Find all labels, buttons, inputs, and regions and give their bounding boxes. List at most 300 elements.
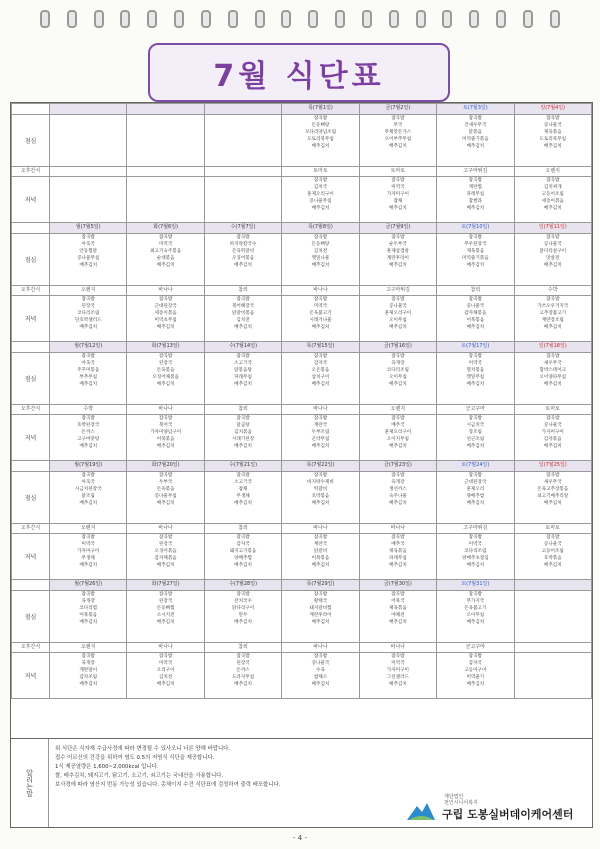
day-header bbox=[514, 580, 591, 591]
dish-item: 돼지고기볶음 bbox=[229, 549, 257, 554]
dish-item: 돈육불고기 bbox=[309, 311, 332, 316]
dish-item: 잡곡밥 bbox=[81, 416, 95, 421]
dish-item: 훈제삼겹살 bbox=[386, 249, 409, 254]
dish-item: 깻잎나물 bbox=[311, 256, 330, 261]
dish-item: 도토리묵무침 bbox=[539, 137, 567, 142]
dinner-cell bbox=[50, 177, 127, 223]
dinner-cell bbox=[359, 653, 436, 699]
dish-item: 콩나물무침 bbox=[309, 199, 332, 204]
lunch-cell bbox=[50, 115, 127, 167]
dish-item: 잡곡밥 bbox=[391, 473, 405, 478]
dinner-cell bbox=[204, 415, 281, 461]
dish-item: 잡곡밥 bbox=[468, 116, 482, 121]
dish-item: 계란장조림 bbox=[541, 318, 564, 323]
dish-item: 배추김치 bbox=[389, 263, 407, 268]
lunch-label: 점심 bbox=[12, 353, 50, 405]
binder-ring bbox=[255, 10, 265, 28]
dish-item: 잡곡밥 bbox=[81, 473, 95, 478]
snack-cell: 토마토 bbox=[359, 167, 436, 177]
dish-item: 고등어조림 bbox=[541, 549, 564, 554]
binder-ring bbox=[442, 10, 452, 28]
day-header: 월(7월26일) bbox=[50, 580, 127, 591]
dish-item: 북어국 bbox=[158, 423, 173, 428]
dish-item: 잡곡밥 bbox=[313, 116, 328, 121]
dish-item: 김치볶음 bbox=[234, 430, 252, 435]
binder-ring bbox=[40, 10, 50, 28]
dish-item: 세송이볶음 bbox=[541, 199, 564, 204]
dish-item: 배추김치 bbox=[466, 263, 485, 268]
dish-item: 배추김치 bbox=[79, 263, 98, 268]
snack-cell: 오렌지 bbox=[50, 286, 127, 296]
dish-item: 잡곡밥 bbox=[158, 297, 173, 302]
lunch-cell bbox=[437, 353, 514, 405]
lunch-cell bbox=[514, 234, 591, 286]
day-header: 일(7월4일) bbox=[514, 104, 591, 115]
dish-item: 오이양파무침 bbox=[539, 375, 567, 380]
day-header: 토(7월17일) bbox=[437, 342, 514, 353]
binder-ring bbox=[389, 10, 399, 28]
day-header: 수(7월14일) bbox=[204, 342, 281, 353]
dish-item: 떡갈비 bbox=[313, 487, 328, 492]
dinner-cell bbox=[204, 296, 281, 342]
dish-item: 호박된장국 bbox=[77, 423, 100, 428]
snack-cell: 고구마튀김 bbox=[359, 286, 436, 296]
dish-item: 배추김치 bbox=[389, 444, 407, 449]
dinner-cell bbox=[437, 534, 514, 580]
dish-item: 잡곡밥 bbox=[158, 654, 173, 659]
dish-item: 만두 bbox=[238, 613, 248, 618]
dish-item: 잡곡밥 bbox=[158, 354, 173, 359]
day-header: 금(7월30일) bbox=[359, 580, 436, 591]
dish-item: 잡곡밥 bbox=[391, 592, 405, 597]
snack-cell: 참외 bbox=[204, 524, 281, 534]
day-header: 화(7월13일) bbox=[127, 342, 204, 353]
dish-item: 닭갈비 bbox=[313, 549, 328, 554]
dish-item: 가자미구이 bbox=[386, 192, 409, 197]
dish-item: 쇠고기메추리알 bbox=[537, 494, 569, 499]
dish-item: 잡곡밥 bbox=[313, 178, 328, 183]
dish-item: 김치찌개 bbox=[543, 185, 562, 190]
dinner-label: 저녁 bbox=[12, 296, 50, 342]
dish-item: 안동찜닭 bbox=[79, 249, 98, 254]
dish-item: 멸치볶음 bbox=[466, 368, 485, 373]
dish-item: 가자미구이 bbox=[77, 549, 100, 554]
dinner-cell bbox=[204, 653, 281, 699]
dish-item: 배추김치 bbox=[466, 682, 485, 687]
dish-item: 육개장 bbox=[391, 480, 405, 485]
dinner-cell bbox=[282, 177, 359, 223]
dinner-label: 저녁 bbox=[12, 534, 50, 580]
dish-item: 파래무침 bbox=[466, 192, 485, 197]
snack-cell: 수박 bbox=[50, 405, 127, 415]
dinner-cell bbox=[359, 296, 436, 342]
dish-item: 감자국 bbox=[236, 542, 250, 547]
dish-item: 단호박샐러드 bbox=[74, 318, 102, 323]
day-header-row bbox=[12, 342, 592, 353]
dish-item: 콩나물국 bbox=[543, 123, 562, 128]
snack-label: 오후간식 bbox=[12, 405, 50, 415]
dish-item: 배추김치 bbox=[311, 682, 330, 687]
snack-cell bbox=[50, 167, 127, 177]
dinner-row bbox=[12, 177, 592, 223]
snack-cell: 바나나 bbox=[359, 524, 436, 534]
dish-item: 잡곡밥 bbox=[236, 592, 250, 597]
snack-label: 오후간식 bbox=[12, 643, 50, 653]
lunch-cell bbox=[359, 591, 436, 643]
snack-cell: 참외 bbox=[437, 286, 514, 296]
dish-item: 미역줄기볶음 bbox=[462, 137, 489, 142]
dish-item: 돈육고추장볶음 bbox=[537, 487, 569, 492]
snack-cell: 고구마튀김 bbox=[437, 167, 514, 177]
day-header bbox=[50, 104, 127, 115]
dish-item: 파래무침 bbox=[389, 556, 407, 561]
dish-item: 배추김치 bbox=[389, 382, 407, 387]
dish-item: 배추김치 bbox=[311, 501, 330, 506]
snack-cell: 오렌지 bbox=[50, 643, 127, 653]
dish-item: 최고기숙주볶음 bbox=[150, 249, 182, 254]
lunch-cell bbox=[127, 472, 204, 524]
snack-row bbox=[12, 167, 592, 177]
binder-ring bbox=[469, 10, 479, 28]
dish-item: 연근조림 bbox=[466, 437, 485, 442]
dish-item: 잡곡밥 bbox=[236, 473, 250, 478]
binder-ring bbox=[67, 10, 77, 28]
dinner-cell bbox=[282, 296, 359, 342]
lunch-cell bbox=[359, 353, 436, 405]
dinner-cell bbox=[514, 653, 591, 699]
binder-ring bbox=[496, 10, 506, 28]
dinner-cell bbox=[514, 177, 591, 223]
dish-item: 김치국 bbox=[313, 185, 328, 190]
dish-item: 돈까스 bbox=[81, 430, 95, 435]
dish-item: 잡곡밥 bbox=[158, 535, 173, 540]
dish-item: 훈제오리구이 bbox=[384, 430, 412, 435]
dish-item: 장조림 bbox=[468, 430, 482, 435]
dish-item: 잡곡밥 bbox=[81, 535, 95, 540]
lunch-cell bbox=[282, 591, 359, 643]
dish-item: 모다리양념조림 bbox=[304, 130, 337, 135]
dish-item: 배추김치 bbox=[543, 501, 562, 506]
snack-cell: 오렌지 bbox=[359, 405, 436, 415]
dinner-row bbox=[12, 415, 592, 461]
dish-item: 배추김치 bbox=[79, 501, 98, 506]
lunch-cell bbox=[514, 115, 591, 167]
title-banner bbox=[148, 43, 450, 102]
binder-ring bbox=[201, 10, 211, 28]
lunch-cell bbox=[359, 472, 436, 524]
dish-item: 양배추초절임 bbox=[462, 556, 489, 561]
day-header: 토(7월10일) bbox=[437, 223, 514, 234]
dish-item: 배추김치 bbox=[311, 206, 330, 211]
dish-item: 무생채 bbox=[236, 494, 250, 499]
dish-item: 생선까스 bbox=[389, 487, 407, 492]
dinner-cell bbox=[282, 653, 359, 699]
dish-item: 잡곡밥 bbox=[468, 297, 482, 302]
dish-item: 건새우무국 bbox=[464, 123, 487, 128]
dish-item: 순대볶음 bbox=[156, 256, 175, 261]
dish-item: 계란국 bbox=[313, 423, 328, 428]
day-header: 목(7월22일) bbox=[282, 461, 359, 472]
day-header: 금(7월2일) bbox=[359, 104, 436, 115]
dish-item: 잡곡밥 bbox=[313, 416, 328, 421]
lunch-row bbox=[12, 472, 592, 524]
dinner-cell bbox=[359, 177, 436, 223]
dish-item: 배추김치 bbox=[79, 444, 98, 449]
dish-item: 어묵국 bbox=[391, 599, 405, 604]
dish-item: 무채맛돈가스 bbox=[384, 130, 412, 135]
dish-item: 육개장 bbox=[391, 361, 405, 366]
dish-item: 잡곡밥 bbox=[313, 535, 328, 540]
snack-row bbox=[12, 286, 592, 296]
notice-line: 위 식단은 식자재 수급사정에 따라 변경될 수 있사오니 너른 양해 바랍니다. bbox=[55, 746, 231, 752]
dish-item: 아욱국 bbox=[81, 361, 95, 366]
day-header: 목(7월29일) bbox=[282, 580, 359, 591]
dish-item: 닭갈비볶음 bbox=[231, 311, 255, 316]
dish-item: 배추김치 bbox=[543, 382, 562, 387]
dish-item: 잡곡밥 bbox=[158, 473, 173, 478]
dish-item: 미역국 bbox=[158, 242, 173, 247]
day-header: 일(7월18일) bbox=[514, 342, 591, 353]
dish-item: 콩나물국 bbox=[543, 423, 562, 428]
day-header-corner bbox=[12, 104, 50, 115]
lunch-cell bbox=[282, 472, 359, 524]
day-header: 수(7월28일) bbox=[204, 580, 281, 591]
day-header-corner bbox=[12, 461, 50, 472]
lunch-label: 점심 bbox=[12, 472, 50, 524]
snack-cell: 바나나 bbox=[282, 643, 359, 653]
dish-item: 배추김치 bbox=[156, 325, 175, 330]
dish-item: 콩나물국 bbox=[543, 542, 562, 547]
dish-item: 된장국 bbox=[236, 661, 250, 666]
dish-item: 닭다리살구이 bbox=[539, 249, 567, 254]
dish-item: 닭볶음탕 bbox=[234, 368, 252, 373]
dish-item: 된장국 bbox=[158, 599, 173, 604]
lunch-cell bbox=[50, 234, 127, 286]
snack-cell: 참외 bbox=[204, 643, 281, 653]
dish-item: 배추김치 bbox=[156, 263, 175, 268]
dish-item: 미역초무침 bbox=[154, 318, 177, 323]
dish-item: 무우된장국 bbox=[464, 242, 487, 247]
snack-label: 오후간식 bbox=[12, 167, 50, 177]
dish-item: 잡곡밥 bbox=[313, 592, 328, 597]
dish-item: 배추김치 bbox=[389, 501, 407, 506]
day-header: 금(7월9일) bbox=[359, 223, 436, 234]
dish-item: 양배추쌈 bbox=[466, 494, 485, 499]
day-header: 토(7월3일) bbox=[437, 104, 514, 115]
dish-item: 배추김치 bbox=[466, 563, 485, 568]
dish-item: 잡곡밥 bbox=[81, 235, 95, 240]
dish-item: 콩나물무침 bbox=[77, 256, 100, 261]
dish-item: 배추김치 bbox=[156, 563, 175, 568]
snack-cell: 바나나 bbox=[127, 286, 204, 296]
dish-item: 배추김치 bbox=[466, 444, 485, 449]
dish-item: 잡곡밥 bbox=[236, 416, 250, 421]
dish-item: 돈등뼈탕 bbox=[311, 123, 330, 128]
snack-cell: 바나나 bbox=[127, 405, 204, 415]
dish-item: 김치전 bbox=[236, 318, 250, 323]
dish-item: 감자채볶음 bbox=[464, 311, 487, 316]
dish-item: 배추김치 bbox=[311, 144, 330, 149]
dish-item: 잡곡밥 bbox=[468, 354, 482, 359]
dish-item: 함박스테이크 bbox=[539, 368, 567, 373]
dish-item: 고구마맛탕 bbox=[77, 437, 100, 442]
dish-item: 그린샐러드 bbox=[386, 675, 409, 680]
dish-item: 돈까스 bbox=[236, 668, 250, 673]
dish-item: 미역국 bbox=[313, 304, 328, 309]
dish-item: 황태국 bbox=[313, 599, 328, 604]
dish-item: 소고기국 bbox=[234, 361, 252, 366]
dish-item: 잡곡밥 bbox=[313, 354, 328, 359]
dinner-cell bbox=[204, 534, 281, 580]
page-number: - 4 - bbox=[293, 834, 307, 842]
lunch-label: 점심 bbox=[12, 591, 50, 643]
lunch-row bbox=[12, 591, 592, 643]
dish-item: 배추김치 bbox=[389, 563, 407, 568]
snack-cell: 바나나 bbox=[282, 405, 359, 415]
dinner-row bbox=[12, 296, 592, 342]
org-name: 구립 도봉실버데이케어센터 bbox=[442, 808, 574, 821]
dish-item: 시금치된장국 bbox=[74, 487, 102, 492]
dish-item: 아욱국 bbox=[81, 480, 95, 485]
dish-item: 잡곡밥 bbox=[158, 235, 173, 240]
day-header: 금(7월16일) bbox=[359, 342, 436, 353]
dish-item: 배추김치 bbox=[389, 144, 407, 149]
dish-item: 무국 bbox=[393, 123, 403, 128]
dish-item: 콩나물국 bbox=[466, 304, 485, 309]
dinner-cell bbox=[514, 415, 591, 461]
binder-ring bbox=[523, 10, 533, 28]
dinner-cell bbox=[437, 177, 514, 223]
dinner-cell bbox=[204, 177, 281, 223]
dish-item: 배추김치 bbox=[389, 620, 407, 625]
day-header: 목(7월8일) bbox=[282, 223, 359, 234]
dish-item: 도라지무침 bbox=[231, 675, 255, 680]
dinner-cell bbox=[359, 415, 436, 461]
dish-item: 배추김치 bbox=[466, 382, 485, 387]
dish-item: 오이부추무침 bbox=[384, 137, 412, 142]
notice-line: 접수 어르신의 건강을 위하여 염도 0.5의 저염식 식단을 제공합니다. bbox=[55, 755, 215, 761]
dish-item: 배추김치 bbox=[79, 682, 98, 687]
dish-item: 감자국 bbox=[468, 661, 482, 666]
menu-sheet bbox=[10, 102, 593, 740]
binder-ring bbox=[416, 10, 426, 28]
dish-item: 오이무침 bbox=[389, 375, 407, 380]
dish-item: 삼치구이 bbox=[311, 375, 330, 380]
dish-item: 잡곡밥 bbox=[468, 592, 482, 597]
dish-item: 잡곡밥 bbox=[236, 654, 250, 659]
lunch-cell bbox=[437, 591, 514, 643]
dish-item: 배추국 bbox=[391, 542, 405, 547]
day-header: 월(7월5일) bbox=[50, 223, 127, 234]
dish-item: 호박볶음 bbox=[311, 494, 330, 499]
dinner-cell bbox=[282, 415, 359, 461]
dish-item: 순두부국 bbox=[389, 242, 407, 247]
dish-item: 배추김치 bbox=[234, 325, 252, 330]
notice-line: 보사경에 따라 염산지 번동 가능성 있습니다. 총체이지 수건 식단표에 검정하여 출력 배포합니다. bbox=[55, 782, 281, 788]
day-header-row bbox=[12, 223, 592, 234]
lunch-cell bbox=[50, 353, 127, 405]
dish-item: 배추김치 bbox=[79, 325, 98, 330]
dish-item: 찹쌀과 bbox=[468, 199, 482, 204]
dinner-row bbox=[12, 534, 592, 580]
snack-cell: 고구마튀김 bbox=[437, 524, 514, 534]
dish-item: 시래기된장 bbox=[231, 437, 255, 442]
dish-item: 무생채 bbox=[81, 556, 95, 561]
dish-item: 제육볶음 bbox=[389, 606, 407, 611]
lunch-cell bbox=[204, 353, 281, 405]
snack-cell: 오렌지 bbox=[50, 524, 127, 534]
dish-item: 잡곡밥 bbox=[313, 297, 328, 302]
binder-ring bbox=[308, 10, 318, 28]
dinner-cell bbox=[514, 296, 591, 342]
dish-item: 잡곡밥 bbox=[391, 354, 405, 359]
lunch-row bbox=[12, 353, 592, 405]
dish-item: 제육볶음 bbox=[389, 549, 407, 554]
dish-item: 오징어볶음 bbox=[231, 256, 255, 261]
dish-item: 배추김치 bbox=[156, 620, 175, 625]
dish-item: 가자미구이 bbox=[541, 430, 564, 435]
dish-item: 잡곡밥 bbox=[546, 416, 560, 421]
dish-item: 배추김치 bbox=[543, 144, 562, 149]
dish-item: 된장국 bbox=[81, 304, 95, 309]
dinner-cell bbox=[127, 177, 204, 223]
binder-ring bbox=[550, 10, 560, 28]
snack-cell: 군고구마 bbox=[437, 643, 514, 653]
dinner-label: 저녁 bbox=[12, 653, 50, 699]
dish-item: 배추김치 bbox=[466, 144, 485, 149]
dish-item: 잡곡밥 bbox=[546, 297, 560, 302]
dinner-cell bbox=[514, 534, 591, 580]
dish-item: 배추김치 bbox=[543, 444, 562, 449]
dinner-cell bbox=[359, 534, 436, 580]
dish-item: 배추김치 bbox=[234, 263, 252, 268]
dish-item: 어묵볶음 bbox=[466, 318, 485, 323]
dish-item: 배추김치 bbox=[466, 620, 485, 625]
day-header-row bbox=[12, 461, 592, 472]
dish-item: 배추김치 bbox=[311, 325, 330, 330]
dish-item: 잔치국수 bbox=[234, 599, 252, 604]
dish-item: 잡곡밥 bbox=[313, 654, 328, 659]
day-header: 일(7월25일) bbox=[514, 461, 591, 472]
dish-item: 배추김치 bbox=[311, 263, 330, 268]
dish-item: 곤약무침 bbox=[311, 437, 330, 442]
dish-item: 계란말이 bbox=[79, 668, 98, 673]
dish-item: 배추김치 bbox=[79, 563, 98, 568]
dish-item: 무가지국 bbox=[466, 599, 485, 604]
dish-item: 잡곡밥 bbox=[236, 535, 250, 540]
dish-item: 아욱국 bbox=[81, 242, 95, 247]
lunch-cell bbox=[127, 353, 204, 405]
snack-cell: 바나나 bbox=[127, 643, 204, 653]
day-header-corner bbox=[12, 580, 50, 591]
dish-item: 부추무침 bbox=[79, 375, 98, 380]
day-header: 화(7월27일) bbox=[127, 580, 204, 591]
dish-item: 잡채 bbox=[393, 199, 403, 204]
day-header bbox=[204, 104, 281, 115]
dish-item: 배추김치 bbox=[466, 501, 485, 506]
day-header: 목(7월1일) bbox=[282, 104, 359, 115]
day-header: 금(7월23일) bbox=[359, 461, 436, 472]
dish-item: 미역줄기 bbox=[466, 675, 485, 680]
dish-item: 잡곡밥 bbox=[313, 473, 328, 478]
dish-item: 배추김치 bbox=[234, 382, 252, 387]
dish-item: 잡곡밥 bbox=[391, 416, 405, 421]
dish-item: 계란찜 bbox=[468, 185, 482, 190]
dish-item: 바지락칼국수 bbox=[229, 242, 257, 247]
dish-item: 감자조림 bbox=[79, 675, 98, 680]
lunch-cell bbox=[359, 234, 436, 286]
snack-row bbox=[12, 524, 592, 534]
